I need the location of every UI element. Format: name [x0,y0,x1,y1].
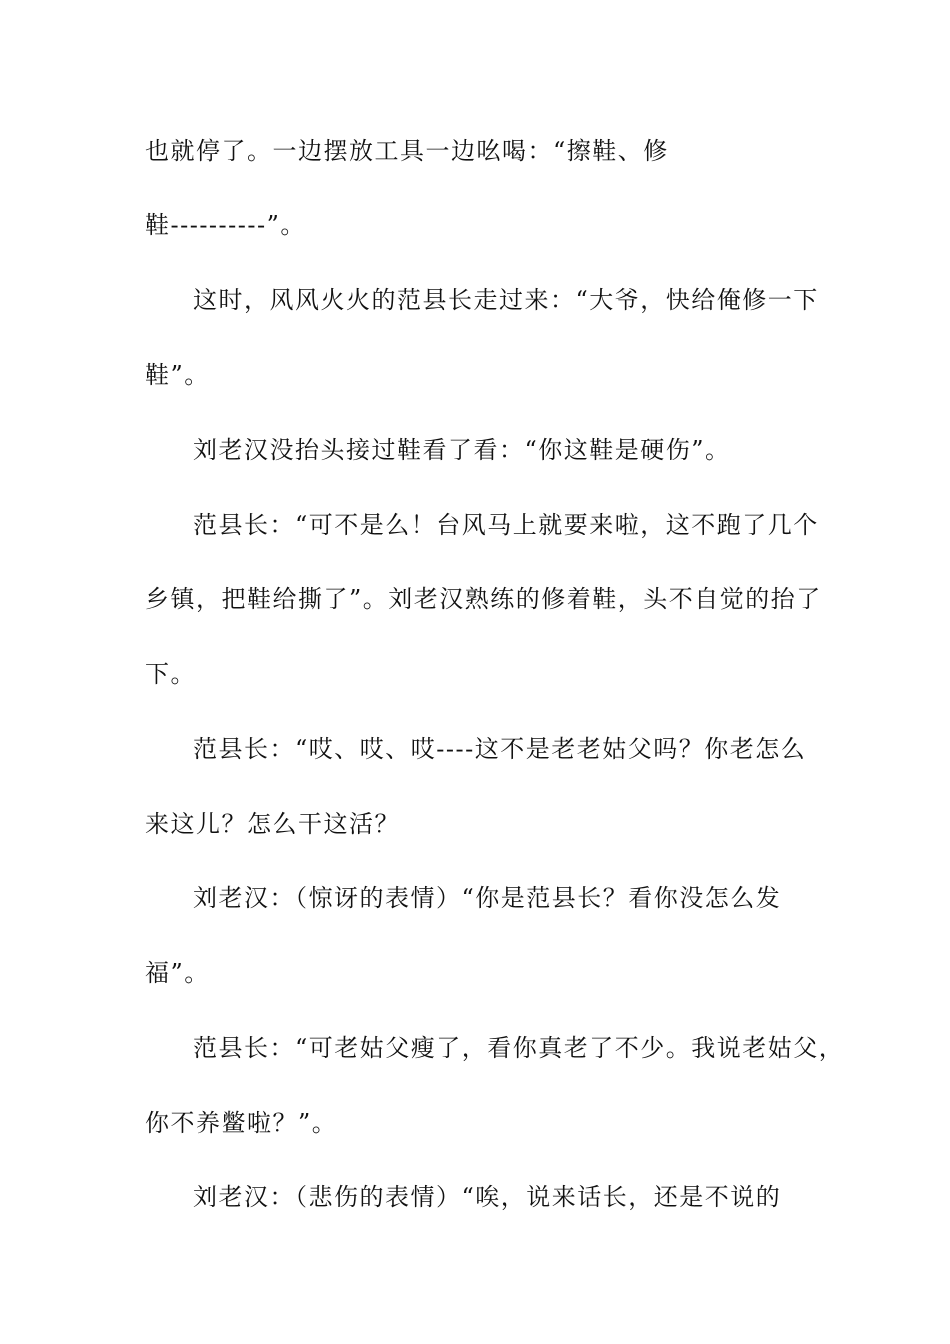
paragraph-line: 这时，风风火火的范县长走过来：“大爷，快给俺修一下 [193,286,819,314]
paragraph-line: 范县长：“可老姑父瘦了，看你真老了不少。我说老姑父， [193,1034,845,1062]
paragraph-line: 刘老汉没抬头接过鞋看了看：“你这鞋是硬伤”。 [193,436,731,464]
paragraph-line: 范县长：“可不是么！台风马上就要来啦，这不跑了几个 [193,511,819,539]
text-line: 来这儿？怎么干这活？ [145,810,400,838]
text-line: 你不养鳖啦？”。 [145,1109,338,1137]
text-line: 鞋----------”。 [145,211,306,239]
text-line: 下。 [145,660,196,688]
paragraph-line: 范县长：“哎、哎、哎----这不是老老姑父吗？你老怎么 [193,735,807,763]
text-line: 福”。 [145,959,210,987]
text-line: 鞋”。 [145,361,210,389]
text-line: 乡镇，把鞋给撕了”。刘老汉熟练的修着鞋，头不自觉的抬了 [145,585,822,613]
paragraph-line: 刘老汉：（悲伤的表情）“唉，说来话长，还是不说的 [193,1183,782,1211]
text-line: 也就停了。一边摆放工具一边吆喝：“擦鞋、修 [145,137,669,165]
paragraph-line: 刘老汉：（惊讶的表情）“你是范县长？看你没怎么发 [193,884,782,912]
